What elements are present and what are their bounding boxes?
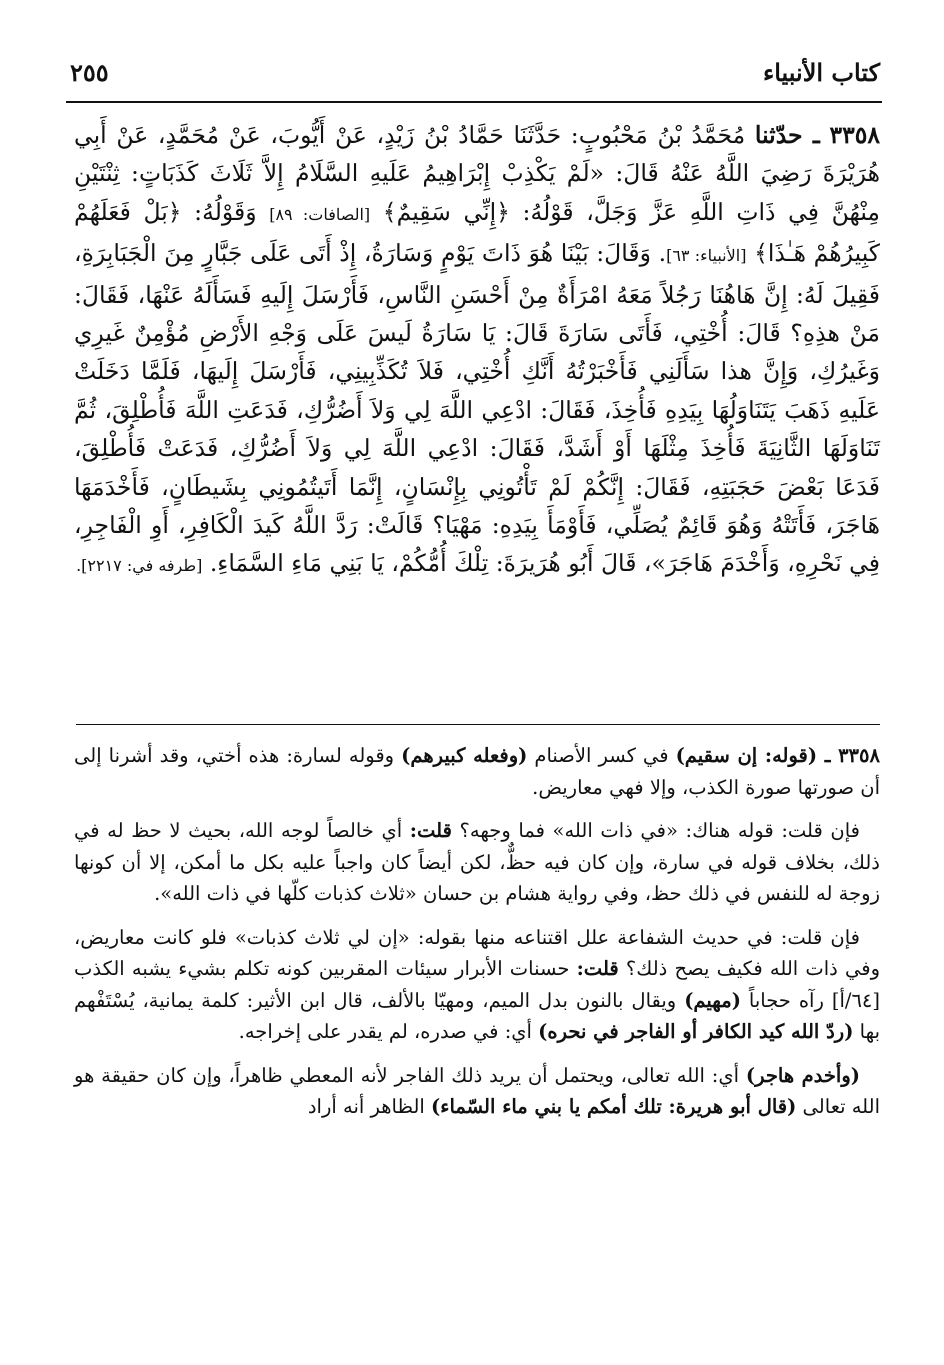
commentary-label: (قال أبو هريرة: تلك أمكم يا بني ماء السّماء) bbox=[431, 1095, 797, 1118]
hadith-text bbox=[74, 116, 880, 586]
commentary-text: الظاهر أنه أراد bbox=[307, 1095, 432, 1118]
quran-reference-2: [الأنبياء: ٦٣] bbox=[666, 246, 747, 266]
commentary-label: قلت: bbox=[409, 819, 452, 842]
commentary-label: (ردّ الله كيد الكافر أو الفاجر في نحره) bbox=[538, 1020, 854, 1043]
page-number: ٢٥٥ bbox=[70, 58, 109, 87]
commentary-paragraph-3 bbox=[74, 922, 880, 1048]
commentary-text: أي خالصاً لوجه الله، بحيث لا حظ له في ذلك، بخلاف قوله في سارة، وإن كان فيه حظٌّ، لكن أيضاً كان واجباً عليه بكل ما أمكن، إلا أن كونها زوجة له للنفس في ذلك حظ، وفي رواية هشام بن حسان «ثلاث كذبات كلّها في ذات الله». bbox=[74, 819, 880, 905]
chapter-title: كتاب الأنبياء bbox=[762, 58, 880, 87]
commentary-paragraph-4 bbox=[74, 1060, 880, 1123]
hadith-chain: مُحَمَّدُ بْنُ مَحْبُوبٍ: حَدَّثَنَا حَمَّادُ بْنُ زَيْدٍ، عَنْ أَيُّوبَ، عَنْ مُحَمَّدٍ، عَنْ أَبِي هُرَيْرَةَ رَضِيَ اللَّهُ عَنْهُ قَالَ: «لَمْ يَكْذِبْ إِبْرَاهِيمُ عَلَيهِ السَّلَامُ إِلاَّ ثَلَاثَ كَذَبَاتٍ: ثِنْتَيْنِ مِنْهُنَّ فِي ذَاتِ اللَّهِ عَزَّ وَجَلَّ، قَوْلُهُ: ﴿إِنِّي سَقِيمٌ﴾ bbox=[74, 121, 880, 226]
hadith-lead: ـ حدّثنا bbox=[754, 121, 820, 149]
quran-reference-1: [الصافات: ٨٩] bbox=[269, 204, 371, 224]
commentary-text: أي: الله تعالى، ويحتمل أن يريد ذلك الفاجر لأنه المعطي ظاهراً، وإن كان حقيقة هو الله تعالى bbox=[74, 1063, 880, 1118]
commentary-label: قلت: bbox=[576, 957, 619, 980]
commentary-text: فإن قلت: في حديث الشفاعة علل اقتناعه منها بقوله: «إن لي ثلاث كذبات» فلو كانت معاريض، وفي ذات الله فكيف يصح ذلك؟ bbox=[74, 925, 881, 980]
commentary-label: (مهيم) bbox=[684, 988, 741, 1012]
commentary-label: (وأخدم هاجر) bbox=[745, 1063, 860, 1087]
commentary-label: ـ (قوله: إن سقيم) bbox=[675, 744, 839, 767]
commentary-text: وقوله لسارة: هذه أختي، وقد أشرنا إلى أن صورتها صورة الكذب، وإلا فهي معاريض. bbox=[74, 744, 880, 799]
commentary-text: في كسر الأصنام bbox=[527, 744, 676, 767]
commentary-label: (وفعله كبيرهم) bbox=[401, 744, 528, 767]
hadith-part-2: وَقَوْلُهُ: ﴿بَلْ فَعَلَهُمْ كَبِيرُهُمْ هَـٰذَا﴾ bbox=[74, 197, 880, 268]
section-divider bbox=[76, 724, 880, 725]
hadith-part-3: . وَقَالَ: بَيْنَا هُوَ ذَاتَ يَوْمٍ وَسَارَةُ، إِذْ أَتَى عَلَى جَبَّارٍ مِنَ الْجَبَابِرَةِ، فَقِيلَ لَهُ: إِنَّ هَاهُنَا رَجُلاً مَعَهُ امْرَأَةٌ مِنْ أَحْسَنِ النَّاسِ، فَأَرْسَلَ إِلَيهِ فَسَأَلَهُ عَنْهَا، فَقَالَ: مَنْ هذِهِ؟ قَالَ: أُخْتِي، فَأَتَى سَارَةَ قَالَ: يَا سَارَةُ لَيسَ عَلَى وَجْهِ الأَرْضِ مُؤْمِنٌ غَيرِي وَغَيرُكِ، وَإِنَّ هذا سَأَلَنِي فَأَخْبَرْتُهُ أَنَّكِ أُخْتِي، فَلاَ تُكَذِّبِينِي، فَأَرْسَلَ إِلَيهَا، فَلَمَّا دَخَلَتْ عَلَيهِ ذَهَبَ يَتَنَاوَلُهَا بِيَدِهِ فَأُخِذَ، فَقَالَ: ادْعِي اللَّهَ لِي وَلاَ أَضُرُّكِ، فَدَعَتِ اللَّهَ فَأُطْلِقَ، ثُمَّ تَنَاوَلَهَا الثَّانِيَةَ فَأُخِذَ مِثْلَهَا أَوْ أَشَدَّ، فَقَالَ: ادْعِي اللَّهَ لِي وَلاَ أَضُرُّكِ، فَدَعَتْ فَأُطْلِقَ، فَدَعَا بَعْضَ حَجَبَتِهِ، فَقَالَ: إِنَّكُمْ لَمْ تَأْتُونِي بِإِنْسَانٍ، إِنَّمَا أَتَيتُمُونِي بِشَيطَانٍ، فَأَخْدَمَهَا هَاجَرَ، فَأَتَتْهُ وَهُوَ قَائِمٌ يُصَلِّي، فَأَوْمَأَ بِيَدِهِ: مَهْيَا؟ قَالَتْ: رَدَّ اللَّهُ كَيدَ الْكَافِرِ، أَوِ الْفَاجِرِ، فِي نَحْرِهِ، وَأَخْدَمَ هَاجَرَ»، قَالَ أَبُو هُرَيرَةَ: تِلْكَ أُمُّكُمْ، يَا بَنِي مَاءِ السَّمَاءِ. bbox=[74, 239, 880, 578]
commentary-text: ويقال بالنون بدل الميم، ومهيّا بالألف، قال ابن الأثير: كلمة يمانية، يُسْتَفْهم بها bbox=[74, 988, 880, 1043]
commentary bbox=[74, 740, 880, 1135]
hadith-number: ٣٣٥٨ bbox=[829, 121, 880, 149]
commentary-paragraph-2 bbox=[74, 815, 880, 910]
commentary-text: أي: في صدره، لم يقدر على إخراجه. bbox=[238, 1020, 539, 1043]
page-header bbox=[70, 52, 880, 96]
commentary-paragraph-1 bbox=[74, 740, 880, 803]
commentary-text: حسنات الأبرار سيئات المقربين كونه تكلم بشيء يشبه الكذب [٦٤/أ] رآه حجاباً bbox=[74, 957, 880, 1012]
commentary-number: ٣٣٥٨ bbox=[838, 744, 880, 767]
header-rule bbox=[66, 101, 882, 103]
cross-reference: [طرفه في: ٢٢١٧]. bbox=[76, 556, 203, 576]
commentary-text: فإن قلت: قوله هناك: «في ذات الله» فما وجهه؟ bbox=[451, 819, 861, 842]
